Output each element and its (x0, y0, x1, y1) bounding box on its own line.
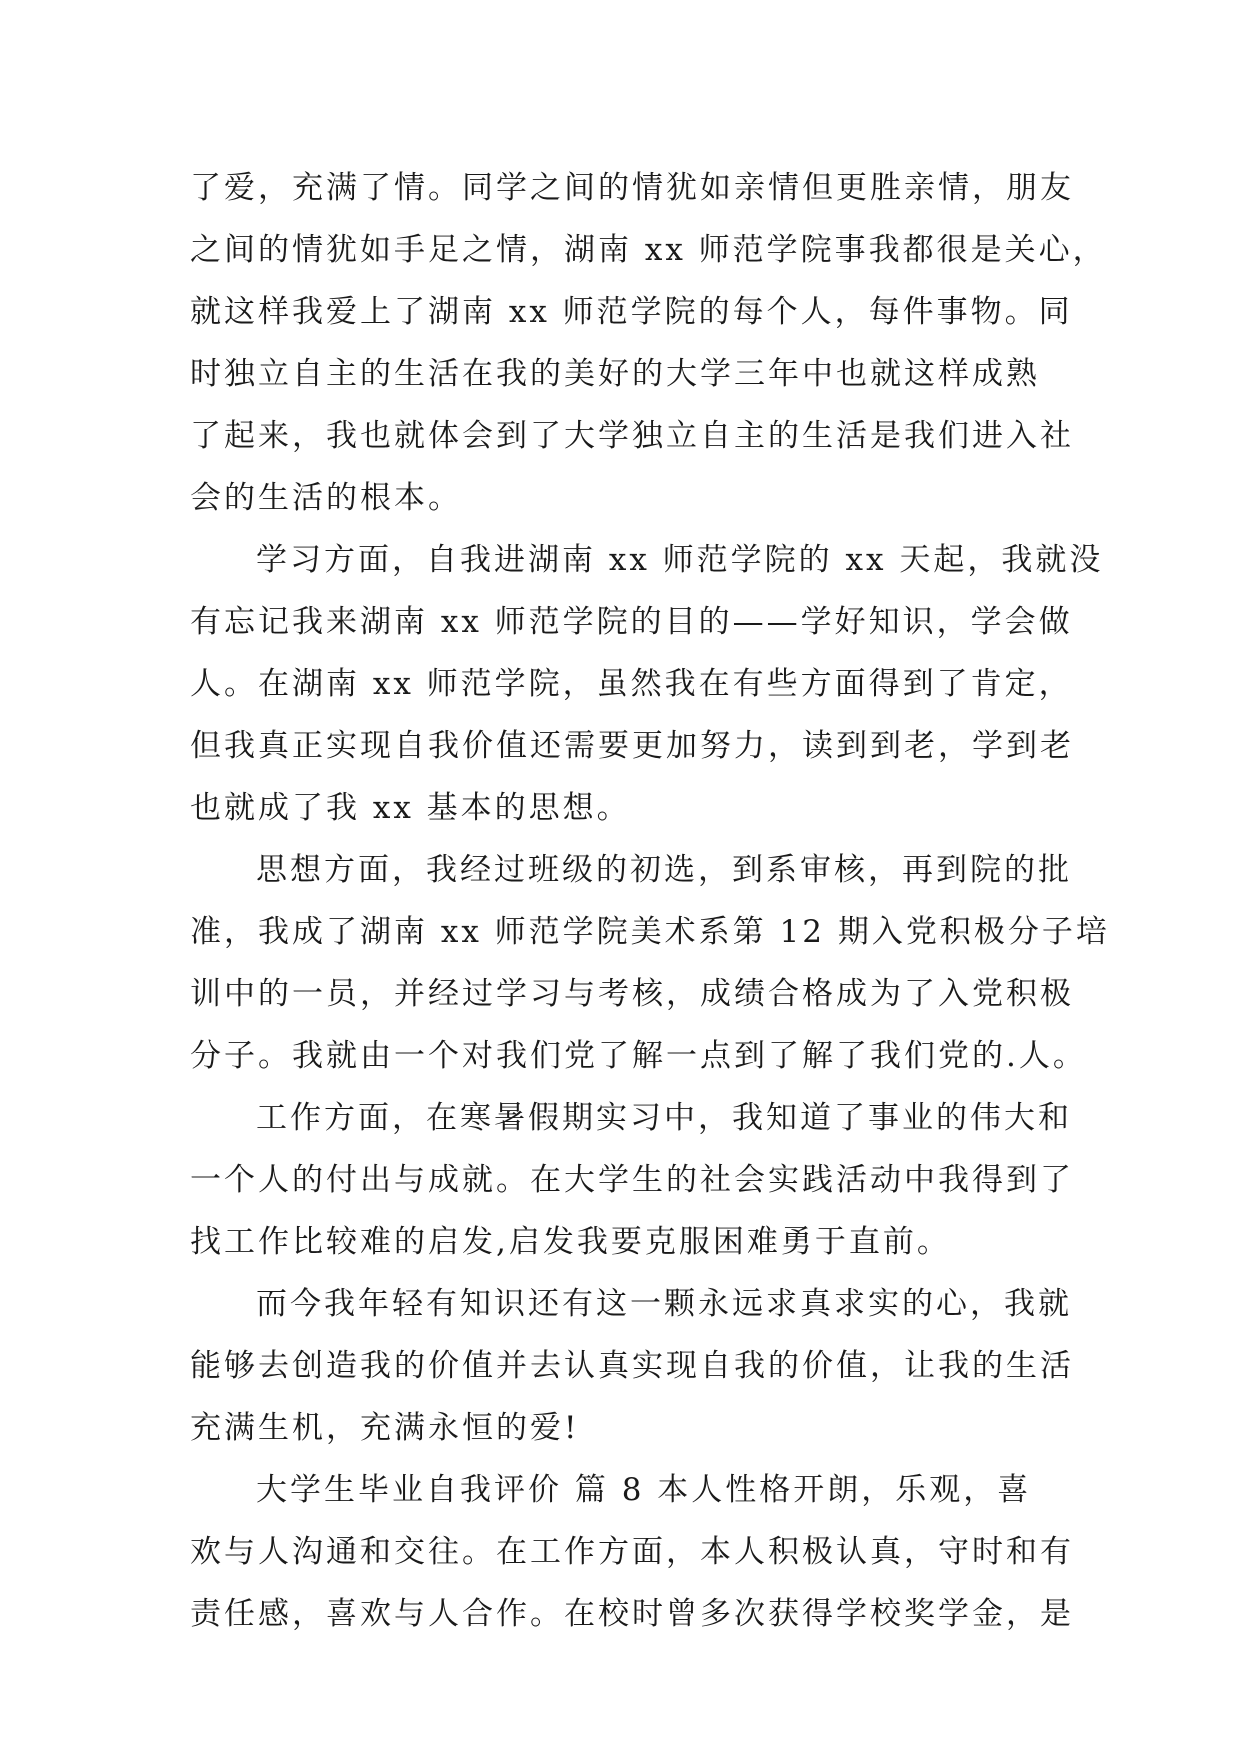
text-line: 欢与人沟通和交往。在工作方面，本人积极认真，守时和有 (190, 1534, 1074, 1570)
text-line: 充满生机，充满永恒的爱! (190, 1410, 580, 1446)
text-line: 但我真正实现自我价值还需要更加努力，读到到老，学到老 (190, 728, 1074, 764)
text-line: 准，我成了湖南 xx 师范学院美术系第 12 期入党积极分子培 (190, 914, 1110, 950)
text-line: 之间的情犹如手足之情，湖南 xx 师范学院事我都很是关心， (190, 232, 1107, 268)
text-line: 分子。我就由一个对我们党了解一点到了解了我们党的.人。 (190, 1038, 1087, 1074)
text-line: 思想方面，我经过班级的初选，到系审核，再到院的批 (256, 852, 1072, 888)
text-line: 工作方面，在寒暑假期实习中，我知道了事业的伟大和 (256, 1100, 1072, 1136)
text-line: 人。在湖南 xx 师范学院，虽然我在有些方面得到了肯定， (190, 666, 1073, 702)
text-line: 也就成了我 xx 基本的思想。 (190, 790, 631, 826)
text-line: 就这样我爱上了湖南 xx 师范学院的每个人，每件事物。同 (190, 294, 1073, 330)
text-line: 了爱，充满了情。同学之间的情犹如亲情但更胜亲情，朋友 (190, 170, 1074, 206)
text-line: 训中的一员，并经过学习与考核，成绩合格成为了入党积极 (190, 976, 1074, 1012)
text-line: 会的生活的根本。 (190, 480, 462, 516)
text-line: 时独立自主的生活在我的美好的大学三年中也就这样成熟 (190, 356, 1040, 392)
text-line: 了起来，我也就体会到了大学独立自主的生活是我们进入社 (190, 418, 1074, 454)
text-line: 责任感，喜欢与人合作。在校时曾多次获得学校奖学金，是 (190, 1596, 1074, 1632)
text-line: 而今我年轻有知识还有这一颗永远求真求实的心，我就 (256, 1286, 1072, 1322)
text-line: 一个人的付出与成就。在大学生的社会实践活动中我得到了 (190, 1162, 1074, 1198)
text-line: 大学生毕业自我评价 篇 8 本人性格开朗，乐观，喜 (256, 1472, 1032, 1508)
text-line: 能够去创造我的价值并去认真实现自我的价值，让我的生活 (190, 1348, 1074, 1384)
text-line: 有忘记我来湖南 xx 师范学院的目的——学好知识，学会做 (190, 604, 1073, 640)
text-line: 找工作比较难的启发,启发我要克服困难勇于直前。 (190, 1224, 951, 1260)
text-line: 学习方面，自我进湖南 xx 师范学院的 xx 天起，我就没 (256, 542, 1104, 578)
document-body (190, 157, 1110, 1645)
